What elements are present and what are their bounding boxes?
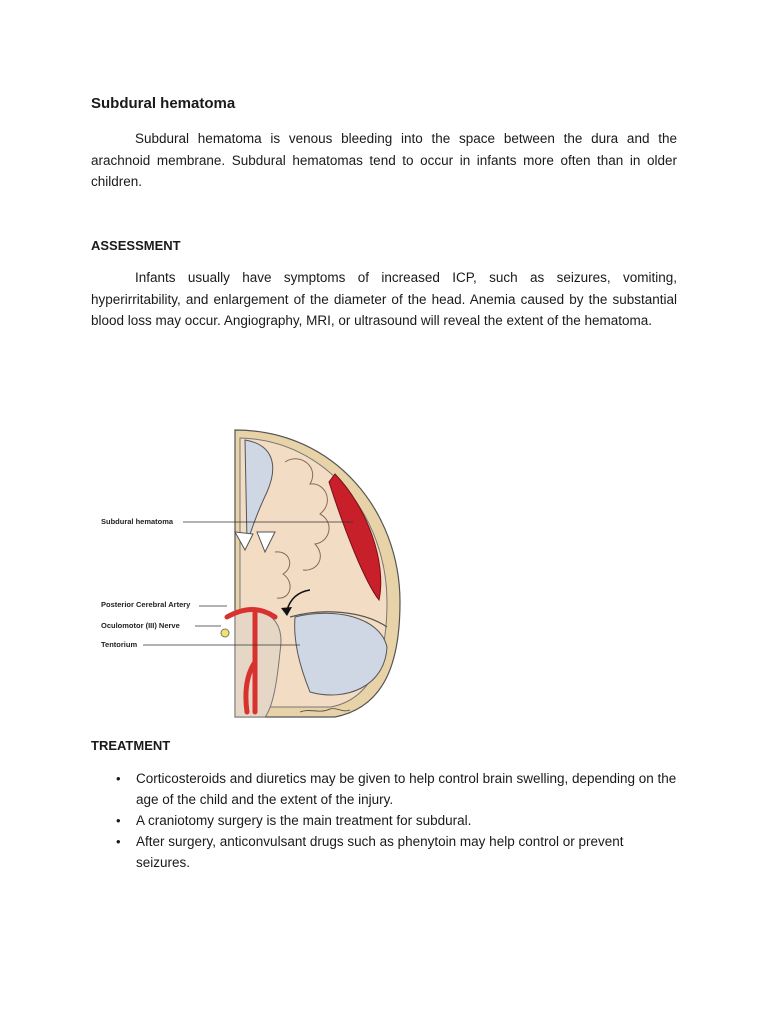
assessment-heading: ASSESSMENT bbox=[91, 238, 181, 253]
bullet-icon: • bbox=[116, 771, 121, 786]
brain-cross-section-figure bbox=[95, 422, 415, 722]
list-item bbox=[91, 768, 677, 810]
list-item-text: Corticosteroids and diuretics may be given to help control brain swelling, depending on the age of the child and the extent of the injury. bbox=[136, 771, 677, 807]
label-posterior-cerebral-artery: Posterior Cerebral Artery bbox=[101, 600, 191, 609]
page-title: Subdural hematoma bbox=[91, 95, 236, 112]
assessment-paragraph: Infants usually have symptoms of increased ICP, such as seizures, vomiting, hyperirritability, and enlargement of the diameter of the head. Anemia caused by the substantial blood loss may occur. Angiography, MRI, or ultrasound will reveal the extent of the hematoma. bbox=[91, 270, 677, 328]
bullet-icon: • bbox=[116, 834, 121, 849]
list-item bbox=[91, 831, 677, 873]
label-oculomotor-nerve: Oculomotor (III) Nerve bbox=[101, 621, 180, 630]
bullet-icon: • bbox=[116, 813, 121, 828]
list-item-text: A craniotomy surgery is the main treatment for subdural. bbox=[136, 813, 472, 828]
treatment-list bbox=[91, 768, 677, 873]
brain-illustration bbox=[95, 422, 415, 722]
list-item bbox=[91, 810, 677, 831]
oculomotor-nerve bbox=[221, 629, 229, 637]
treatment-heading: TREATMENT bbox=[91, 738, 171, 753]
label-tentorium: Tentorium bbox=[101, 640, 138, 649]
label-subdural-hematoma: Subdural hematoma bbox=[101, 517, 174, 526]
intro-paragraph: Subdural hematoma is venous bleeding into the space between the dura and the arachnoid membrane. Subdural hematomas tend to occur in infants more often than in older children. bbox=[91, 131, 677, 189]
list-item-text: After surgery, anticonvulsant drugs such as phenytoin may help control or prevent seizures. bbox=[136, 834, 624, 870]
